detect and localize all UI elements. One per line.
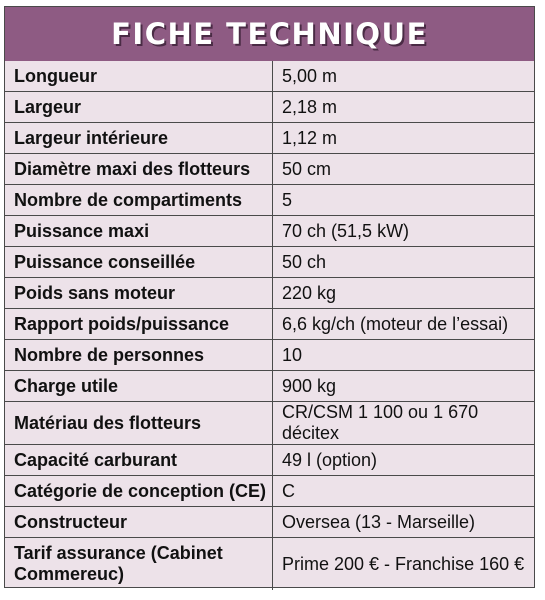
row-label: Largeur intérieure <box>5 123 273 154</box>
table-row <box>5 278 534 309</box>
table-row <box>5 538 534 591</box>
row-value: C <box>273 476 535 507</box>
sheet-title: FICHE TECHNIQUE <box>5 7 534 61</box>
table-row <box>5 371 534 402</box>
row-label: Nombre de compartiments <box>5 185 273 216</box>
row-value: 5,00 m <box>273 61 535 92</box>
row-label: Diamètre maxi des flotteurs <box>5 154 273 185</box>
row-value: 10 <box>273 340 535 371</box>
table-row <box>5 216 534 247</box>
table-row <box>5 340 534 371</box>
spec-table <box>5 61 534 590</box>
row-value: 5 <box>273 185 535 216</box>
row-label: Catégorie de conception (CE) <box>5 476 273 507</box>
row-value: 6,6 kg/ch (moteur de l’essai) <box>273 309 535 340</box>
row-value: 50 cm <box>273 154 535 185</box>
table-row <box>5 123 534 154</box>
row-value: CR/CSM 1 100 ou 1 670 décitex <box>273 402 535 445</box>
table-row <box>5 92 534 123</box>
row-value: 1,12 m <box>273 123 535 154</box>
table-row <box>5 185 534 216</box>
table-row <box>5 61 534 92</box>
row-label: Matériau des flotteurs <box>5 402 273 445</box>
row-value: 2,18 m <box>273 92 535 123</box>
row-label: Longueur <box>5 61 273 92</box>
row-value: Oversea (13 - Marseille) <box>273 507 535 538</box>
row-label: Constructeur <box>5 507 273 538</box>
row-value: Prime 200 € - Franchise 160 € <box>273 538 535 591</box>
table-row <box>5 247 534 278</box>
row-value: 50 ch <box>273 247 535 278</box>
row-label: Puissance conseillée <box>5 247 273 278</box>
table-row <box>5 402 534 445</box>
row-label: Capacité carburant <box>5 445 273 476</box>
table-row <box>5 476 534 507</box>
table-row <box>5 154 534 185</box>
spec-sheet <box>4 6 535 588</box>
row-label: Poids sans moteur <box>5 278 273 309</box>
row-label: Puissance maxi <box>5 216 273 247</box>
table-row <box>5 445 534 476</box>
table-row <box>5 507 534 538</box>
row-label: Rapport poids/puissance <box>5 309 273 340</box>
row-label: Largeur <box>5 92 273 123</box>
row-value: 49 l (option) <box>273 445 535 476</box>
row-value: 70 ch (51,5 kW) <box>273 216 535 247</box>
row-label: Nombre de personnes <box>5 340 273 371</box>
row-value: 220 kg <box>273 278 535 309</box>
row-label: Tarif assurance (Cabinet Commereuc) <box>5 538 273 591</box>
row-label: Charge utile <box>5 371 273 402</box>
row-value: 900 kg <box>273 371 535 402</box>
table-row <box>5 309 534 340</box>
